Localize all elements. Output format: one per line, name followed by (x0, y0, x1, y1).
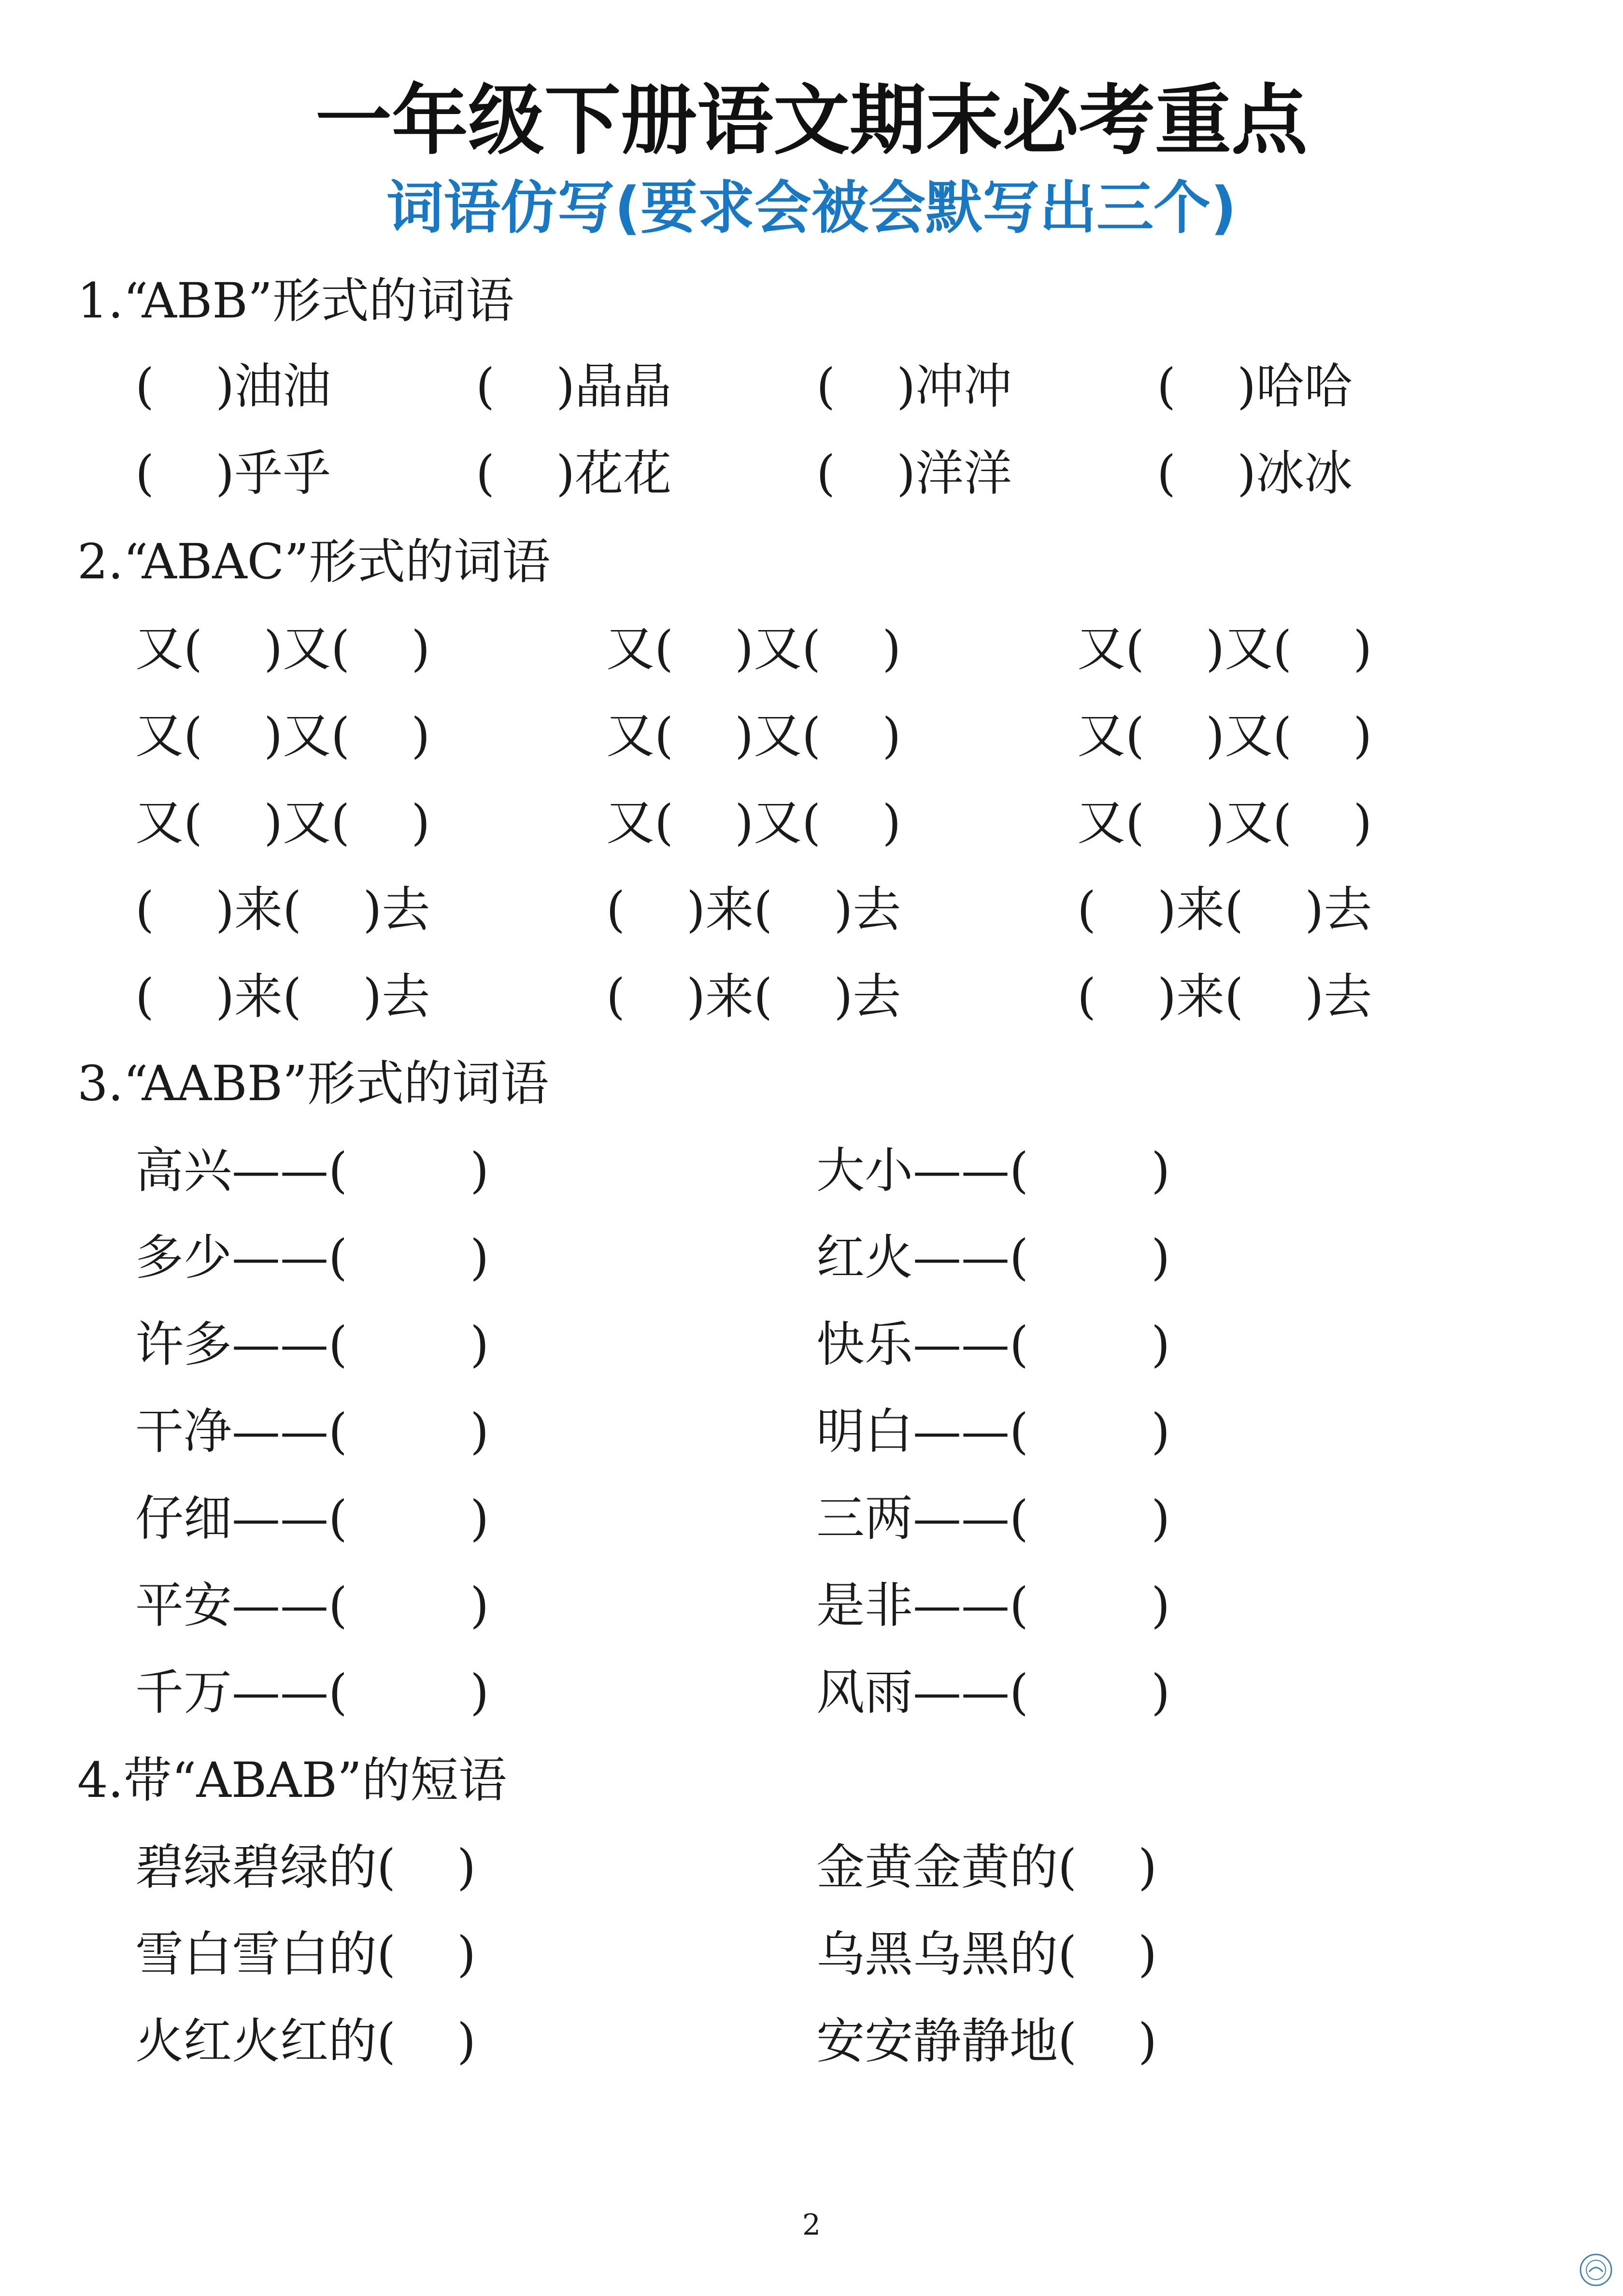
aabb-item: 红火——( ) (816, 1229, 1170, 1286)
aabb-item: 明白——( ) (816, 1403, 1170, 1460)
abb-item: ( )乎乎 (135, 445, 331, 502)
abac-item: 又( )又( ) (135, 620, 430, 677)
abac-item: 又( )又( ) (135, 794, 430, 851)
abac-item: 又( )又( ) (1077, 620, 1372, 677)
abab-item: 火红火红的( ) (135, 2013, 476, 2069)
abac-item: ( )来( )去 (135, 968, 430, 1025)
abac-item: ( )来( )去 (1077, 968, 1372, 1025)
aabb-item: 三两——( ) (816, 1490, 1170, 1547)
aabb-item: 许多——( ) (135, 1316, 489, 1373)
abb-item: ( )油油 (135, 358, 331, 415)
abb-item: ( )晶晶 (476, 358, 672, 415)
aabb-item: 是非——( ) (816, 1577, 1170, 1634)
aabb-item: 风雨——( ) (816, 1664, 1170, 1721)
page-title: 一年级下册语文期末必考重点 (315, 76, 1308, 165)
abb-item: ( )冰冰 (1157, 445, 1353, 502)
abac-item: 又( )又( ) (606, 620, 901, 677)
aabb-item: 千万——( ) (135, 1664, 489, 1721)
page-number: 2 (802, 2208, 821, 2242)
aabb-item: 高兴——( ) (135, 1142, 489, 1199)
abb-item: ( )洋洋 (816, 445, 1012, 502)
section-2-heading: 2.“ABAC”形式的词语 (77, 533, 551, 590)
abac-item: ( )来( )去 (1077, 881, 1372, 938)
abac-item: 又( )又( ) (1077, 794, 1372, 851)
abab-item: 金黄金黄的( ) (816, 1839, 1157, 1895)
abb-item: ( )花花 (476, 445, 672, 502)
abac-item: ( )来( )去 (606, 968, 901, 1025)
abac-item: 又( )又( ) (606, 707, 901, 764)
page-subtitle: 词语仿写(要求会被会默写出三个) (386, 174, 1237, 241)
abab-item: 碧绿碧绿的( ) (135, 1839, 476, 1895)
aabb-item: 多少——( ) (135, 1229, 489, 1286)
abac-item: ( )来( )去 (135, 881, 430, 938)
section-3-heading: 3.“AABB”形式的词语 (77, 1055, 549, 1112)
aabb-item: 平安——( ) (135, 1577, 489, 1634)
abab-item: 安安静静地( ) (816, 2013, 1157, 2069)
abac-item: 又( )又( ) (135, 707, 430, 764)
aabb-item: 仔细——( ) (135, 1490, 489, 1547)
abb-item: ( )哈哈 (1157, 358, 1353, 415)
section-4-heading: 4.带“ABAB”的短语 (77, 1752, 507, 1808)
section-1-heading: 1.“ABB”形式的词语 (77, 273, 514, 329)
watermark-seal-icon (1579, 2253, 1613, 2287)
abab-item: 雪白雪白的( ) (135, 1926, 476, 1982)
abac-item: 又( )又( ) (606, 794, 901, 851)
aabb-item: 快乐——( ) (816, 1316, 1170, 1373)
abab-item: 乌黑乌黑的( ) (816, 1926, 1157, 1982)
abac-item: ( )来( )去 (606, 881, 901, 938)
aabb-item: 大小——( ) (816, 1142, 1170, 1199)
abac-item: 又( )又( ) (1077, 707, 1372, 764)
aabb-item: 干净——( ) (135, 1403, 489, 1460)
abb-item: ( )冲冲 (816, 358, 1012, 415)
